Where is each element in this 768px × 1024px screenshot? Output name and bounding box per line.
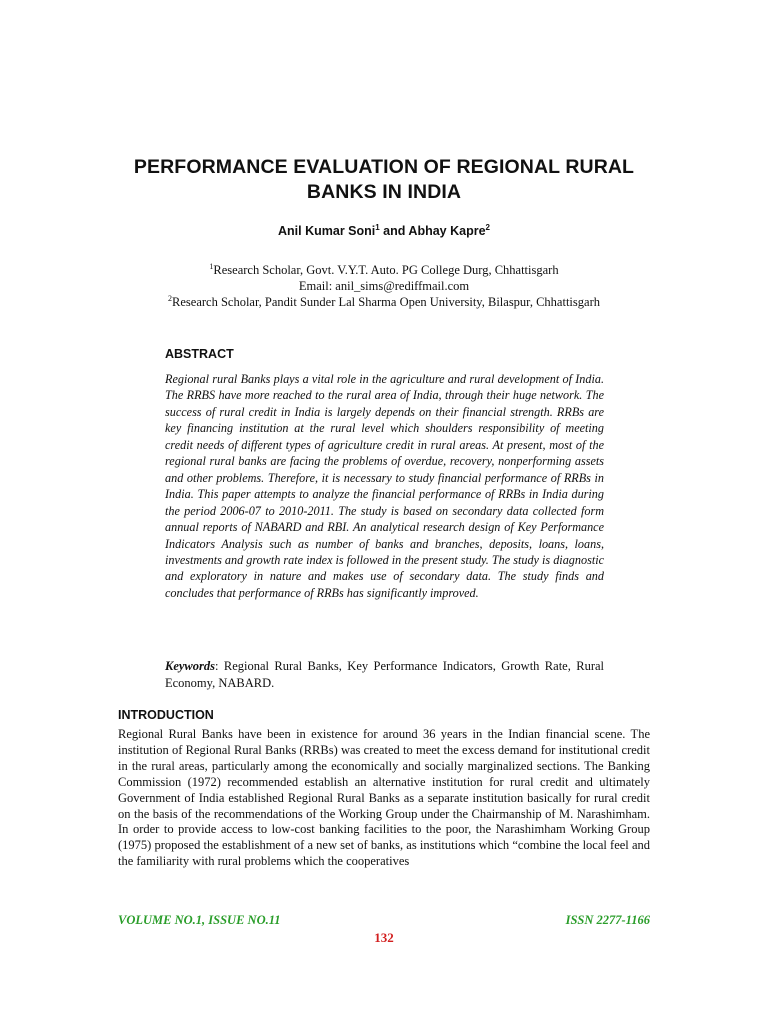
introduction-body: Regional Rural Banks have been in existence for around 36 years in the Indian financial scene. The institution of Regional Rural Banks (RRBs) was created to meet the excess demand for institutional credit in the rural areas, particularly among the economically and socially marginalized sections. The Banking Commission (1972) recommended establish an alternative institution for rural credit and ultimately Government of India established Regional Rural Banks as a separate institution basically for rural credit on the basis of the recommendations of the Working Group under the Chairmanship of M. Narashimham. In order to provide access to low-cost banking facilities to the poor, the Narashimham Working Group (1975) proposed the establishment of a new set of banks, as institutions which “combine the local feel and the familiarity with rural problems which the cooperatives — [118, 727, 650, 869]
footer-issn: ISSN 2277-1166 — [565, 913, 650, 927]
keywords-paragraph — [165, 658, 604, 692]
keywords-text: : Regional Rural Banks, Key Performance Indicators, Growth Rate, Rural Economy, NABARD. — [165, 659, 604, 690]
abstract-heading: ABSTRACT — [165, 347, 234, 361]
affiliation-1-text: Research Scholar, Govt. V.Y.T. Auto. PG College Durg, Chhattisgarh — [213, 263, 559, 277]
page-number: 132 — [374, 930, 394, 945]
author-line — [100, 224, 668, 238]
affiliation-2 — [90, 294, 678, 310]
footer-volume: VOLUME NO.1, ISSUE NO.11 — [118, 913, 281, 927]
introduction-heading: INTRODUCTION — [118, 708, 214, 722]
paper-title: PERFORMANCE EVALUATION OF REGIONAL RURAL BANKS IN INDIA — [133, 156, 635, 203]
author-1-name: Anil Kumar Soni — [278, 224, 376, 238]
author-1-superscript: 1 — [375, 222, 380, 232]
affiliation-1 — [90, 262, 678, 278]
author-email: Email: anil_sims@rediffmail.com — [298, 279, 470, 293]
abstract-body: Regional rural Banks plays a vital role in the agriculture and rural development of India. The RRBS have more reached to the rural area of India, through their huge network. The success of rural credit in India is largely depends on their financial strength. RRBs are key financing institution at the rural level which shoulders responsibility of meeting credit needs of different types of agriculture credit in rural areas. At present, most of the regional rural banks are facing the problems of overdue, recovery, nonperforming assets and other problems. Therefore, it is necessary to study financial performance of RRBs in India. This paper attempts to analyze the financial performance of RRBs in India during the period 2006-07 to 2010-2011. The study is based on secondary data collected form annual reports of NABARD and RBI. An analytical research design of Key Performance Indicators Analysis such as number of banks and branches, deposits, loans, loans, investments and growth rate index is followed in the present study. The study is diagnostic and exploratory in nature and makes use of secondary data. The study finds and concludes that performance of RRBs has significantly improved. — [165, 372, 604, 600]
affiliation-1-superscript: 1 — [209, 261, 214, 271]
author-2-name: Abhay Kapre — [408, 224, 486, 238]
keywords-label: Keywords — [165, 659, 215, 673]
author-connector: and — [379, 224, 409, 238]
affiliation-2-text: Research Scholar, Pandit Sunder Lal Sharma Open University, Bilaspur, Chhattisgarh — [172, 295, 600, 309]
affiliation-2-superscript: 2 — [168, 293, 173, 303]
author-2-superscript: 2 — [485, 222, 490, 232]
